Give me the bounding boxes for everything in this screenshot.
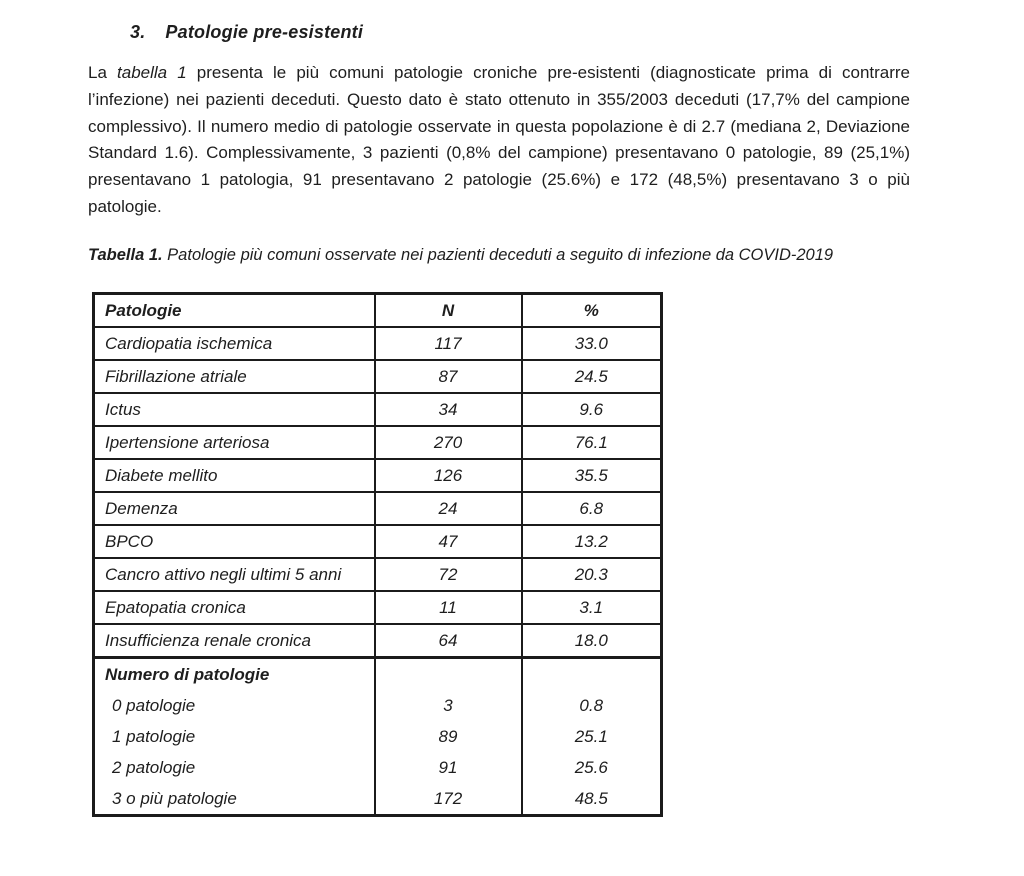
count-cell: 89 xyxy=(375,721,522,752)
pathology-name-cell: Cancro attivo negli ultimi 5 anni xyxy=(94,558,375,591)
count-cell: 172 xyxy=(375,783,522,816)
count-cell: 11 xyxy=(375,591,522,624)
table-row xyxy=(94,393,662,426)
count-cell: 117 xyxy=(375,327,522,360)
section-title: Patologie pre-esistenti xyxy=(165,22,364,42)
pathology-name-cell: Fibrillazione atriale xyxy=(94,360,375,393)
percent-cell: 13.2 xyxy=(522,525,662,558)
pathology-name-cell: Epatopatia cronica xyxy=(94,591,375,624)
percent-cell: 33.0 xyxy=(522,327,662,360)
table-caption-label: Tabella 1. xyxy=(88,246,163,264)
table-row xyxy=(94,459,662,492)
pathology-name-cell: Ictus xyxy=(94,393,375,426)
pathology-name-cell: Ipertensione arteriosa xyxy=(94,426,375,459)
table-row xyxy=(94,426,662,459)
pathology-count-label-cell: 1 patologie xyxy=(94,721,375,752)
table-caption-text: Patologie più comuni osservate nei pazienti deceduti a seguito di infezione da COVID-2019 xyxy=(162,246,834,264)
section-number: 3. xyxy=(130,22,146,42)
table-row xyxy=(94,591,662,624)
count-cell: 87 xyxy=(375,360,522,393)
count-cell: 24 xyxy=(375,492,522,525)
percent-cell: 25.1 xyxy=(522,721,662,752)
pathology-name-cell: BPCO xyxy=(94,525,375,558)
count-cell: 64 xyxy=(375,624,522,658)
count-cell: 47 xyxy=(375,525,522,558)
pathology-name-cell: Diabete mellito xyxy=(94,459,375,492)
pathology-count-label-cell: 3 o più patologie xyxy=(94,783,375,816)
section-heading xyxy=(130,22,363,43)
section-header-row xyxy=(94,658,662,691)
percent-cell: 24.5 xyxy=(522,360,662,393)
pathology-count-label-cell: 0 patologie xyxy=(94,690,375,721)
intro-paragraph xyxy=(88,60,910,221)
table-row xyxy=(94,327,662,360)
empty-cell xyxy=(522,658,662,691)
section-row xyxy=(94,721,662,752)
count-cell: 72 xyxy=(375,558,522,591)
table-row xyxy=(94,624,662,658)
pathology-name-cell: Insufficienza renale cronica xyxy=(94,624,375,658)
count-cell: 34 xyxy=(375,393,522,426)
table-row xyxy=(94,525,662,558)
table-row xyxy=(94,360,662,393)
section-row xyxy=(94,690,662,721)
table-caption xyxy=(88,246,988,265)
percent-cell: 48.5 xyxy=(522,783,662,816)
table-row xyxy=(94,492,662,525)
percent-cell: 0.8 xyxy=(522,690,662,721)
count-cell: 126 xyxy=(375,459,522,492)
percent-cell: 3.1 xyxy=(522,591,662,624)
intro-text-post: presenta le più comuni patologie croniche pre-esistenti (diagnosticate prima di contrarre l’infezione) nei pazienti deceduti. Questo dato è stato ottenuto in 355/2003 deceduti (17,7% del campione complessivo). Il numero medio di patologie osservate in questa popolazione è di 2.7 (mediana 2, Deviazione Standard 1.6). Complessivamente, 3 pazienti (0,8% del campione) presentavano 0 patologie, 89 (25,1%) presentavano 1 patologia, 91 presentavano 2 patologie (25.6%) e 172 (48,5%) presentavano 3 o più patologie. xyxy=(88,63,911,216)
count-cell: 3 xyxy=(375,690,522,721)
percent-cell: 18.0 xyxy=(522,624,662,658)
section-row xyxy=(94,783,662,816)
percent-cell: 9.6 xyxy=(522,393,662,426)
percent-cell: 35.5 xyxy=(522,459,662,492)
table-row xyxy=(94,558,662,591)
percent-cell: 20.3 xyxy=(522,558,662,591)
intro-text-pre: La xyxy=(88,63,118,82)
empty-cell xyxy=(375,658,522,691)
column-header-patologie: Patologie xyxy=(94,294,375,328)
percent-cell: 25.6 xyxy=(522,752,662,783)
count-cell: 270 xyxy=(375,426,522,459)
pathologies-table xyxy=(92,292,663,817)
section-title-cell: Numero di patologie xyxy=(94,658,375,691)
pathology-name-cell: Cardiopatia ischemica xyxy=(94,327,375,360)
count-cell: 91 xyxy=(375,752,522,783)
column-header-percent: % xyxy=(522,294,662,328)
pathology-count-label-cell: 2 patologie xyxy=(94,752,375,783)
table-reference: tabella 1 xyxy=(117,63,187,82)
percent-cell: 6.8 xyxy=(522,492,662,525)
pathology-name-cell: Demenza xyxy=(94,492,375,525)
column-header-n: N xyxy=(375,294,522,328)
percent-cell: 76.1 xyxy=(522,426,662,459)
section-row xyxy=(94,752,662,783)
table-header-row xyxy=(94,294,662,328)
